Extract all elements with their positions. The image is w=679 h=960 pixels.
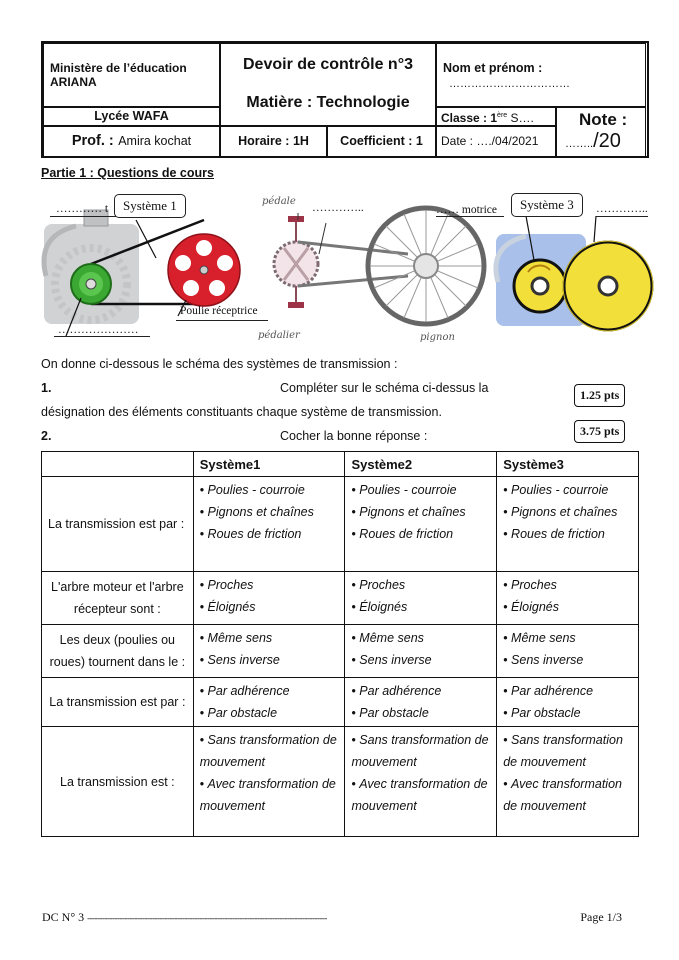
option-checkbox[interactable]: • Avec transformation de mouvement xyxy=(351,773,490,817)
note-label: Note : xyxy=(579,110,628,129)
question-1-number: 1. xyxy=(41,381,52,395)
pedalier-label: pédalier xyxy=(258,330,300,341)
name-cell xyxy=(436,43,646,107)
table-row xyxy=(42,572,639,625)
question-1-text-a: Compléter sur le schéma ci-dessus la xyxy=(280,381,489,395)
option-checkbox[interactable]: • Même sens xyxy=(200,627,339,649)
title-cell xyxy=(220,43,436,126)
row-label: La transmission est par : xyxy=(42,477,194,572)
system3-options xyxy=(497,727,639,837)
ministry-cell xyxy=(43,43,220,107)
bicycle-chain-icon xyxy=(274,208,484,324)
system3-options xyxy=(497,477,639,572)
option-checkbox[interactable]: • Par obstacle xyxy=(351,702,490,724)
name-field[interactable]: …………………………… xyxy=(449,78,570,90)
note-total: /20 xyxy=(593,130,621,152)
s1-top-line xyxy=(50,216,116,217)
subject: Matière : Technologie xyxy=(246,94,410,111)
s3-motrice-line xyxy=(436,216,504,217)
system2-options xyxy=(345,477,497,572)
ministry-name: Ministère de l’éducation xyxy=(50,61,187,75)
answer-table xyxy=(41,451,639,837)
option-checkbox[interactable]: • Éloignés xyxy=(503,596,632,618)
coefficient-cell xyxy=(327,126,436,157)
s1-bottom-line xyxy=(54,336,150,337)
option-checkbox[interactable]: • Proches xyxy=(503,574,632,596)
date-cell xyxy=(436,126,556,157)
option-checkbox[interactable]: • Proches xyxy=(351,574,490,596)
s1-bottom-blank[interactable]: ………………… xyxy=(58,324,139,336)
prof-cell xyxy=(43,126,220,157)
s3-right-blank[interactable]: ………….. xyxy=(596,203,648,215)
region-name: ARIANA xyxy=(50,75,97,89)
question-2-text: Cocher la bonne réponse : xyxy=(280,429,428,443)
note-dots[interactable]: …….. xyxy=(565,138,594,150)
option-checkbox[interactable]: • Même sens xyxy=(351,627,490,649)
footer-doc-id: DC N° 3 xyxy=(42,910,85,924)
table-row xyxy=(42,678,639,727)
pedal-label: pédale xyxy=(262,196,296,207)
option-checkbox[interactable]: • Sans transformation de mouvement xyxy=(503,729,632,773)
table-row xyxy=(42,625,639,678)
system1-callout: Système 1 xyxy=(114,194,186,218)
option-checkbox[interactable]: • Sans transformation de mouvement xyxy=(351,729,490,773)
exam-title: Devoir de contrôle n°3 xyxy=(243,56,413,73)
schedule: Horaire : 1H xyxy=(238,134,309,148)
s3-motrice-blank[interactable]: …… motrice xyxy=(436,204,497,216)
s3-right-line xyxy=(596,216,648,217)
note-cell xyxy=(556,107,646,157)
header-system2: Système2 xyxy=(345,452,497,477)
table-row xyxy=(42,727,639,837)
exam-header xyxy=(41,41,649,158)
system3-options xyxy=(497,678,639,727)
class-sup: ère xyxy=(497,112,508,119)
system3-options xyxy=(497,572,639,625)
table-row xyxy=(42,477,639,572)
option-checkbox[interactable]: • Éloignés xyxy=(351,596,490,618)
system3-options xyxy=(497,625,639,678)
part1-title: Partie 1 : Questions de cours xyxy=(41,166,214,180)
option-checkbox[interactable]: • Poulies - courroie xyxy=(200,479,339,501)
option-checkbox[interactable]: • Par obstacle xyxy=(200,702,339,724)
option-checkbox[interactable]: • Poulies - courroie xyxy=(351,479,490,501)
school-name: Lycée WAFA xyxy=(94,109,169,123)
date: Date : …./04/2021 xyxy=(441,134,539,148)
option-checkbox[interactable]: • Même sens xyxy=(503,627,632,649)
option-checkbox[interactable]: • Roues de friction xyxy=(503,523,632,545)
row-label: La transmission est : xyxy=(42,727,194,837)
page-footer xyxy=(42,910,622,926)
prof-name: Amira kochat xyxy=(118,134,192,148)
s2-chain-blank[interactable]: ………….. xyxy=(312,202,364,214)
option-checkbox[interactable]: • Sans transformation de mouvement xyxy=(200,729,339,773)
system1-options xyxy=(193,477,345,572)
system2-options xyxy=(345,727,497,837)
option-checkbox[interactable]: • Éloignés xyxy=(200,596,339,618)
option-checkbox[interactable]: • Par obstacle xyxy=(503,702,632,724)
system2-options xyxy=(345,572,497,625)
option-checkbox[interactable]: • Avec transformation de mouvement xyxy=(200,773,339,817)
transmission-diagram xyxy=(36,186,656,346)
option-checkbox[interactable]: • Proches xyxy=(200,574,339,596)
prof-label: Prof. : xyxy=(71,133,114,149)
schedule-cell xyxy=(220,126,327,157)
footer-dashes: ------------------------------------------------------------------------------------------------ xyxy=(87,913,327,923)
option-checkbox[interactable]: • Poulies - courroie xyxy=(503,479,632,501)
coefficient: Coefficient : 1 xyxy=(340,134,423,148)
option-checkbox[interactable]: • Sens inverse xyxy=(503,649,632,671)
question-2-number: 2. xyxy=(41,429,52,443)
option-checkbox[interactable]: • Roues de friction xyxy=(200,523,339,545)
friction-wheels-icon xyxy=(496,234,653,331)
option-checkbox[interactable]: • Par adhérence xyxy=(351,680,490,702)
option-checkbox[interactable]: • Par adhérence xyxy=(503,680,632,702)
driven-pulley-icon xyxy=(168,234,240,306)
driver-pulley-icon xyxy=(71,264,111,304)
header-system3: Système3 xyxy=(497,452,639,477)
option-checkbox[interactable]: • Sens inverse xyxy=(351,649,490,671)
driven-pulley-label: Poulie réceptrice xyxy=(180,305,258,317)
question-1-points: 1.25 pts xyxy=(574,384,625,407)
question-2-points: 3.75 pts xyxy=(574,420,625,443)
option-checkbox[interactable]: • Par adhérence xyxy=(200,680,339,702)
header-empty xyxy=(42,452,194,477)
system2-options xyxy=(345,678,497,727)
system1-options xyxy=(193,625,345,678)
system2-options xyxy=(345,625,497,678)
intro-text: On donne ci-dessous le schéma des systèmes de transmission : xyxy=(41,357,398,371)
school-cell xyxy=(43,107,220,126)
table-header-row xyxy=(42,452,639,477)
option-checkbox[interactable]: • Roues de friction xyxy=(351,523,490,545)
row-label: La transmission est par : xyxy=(42,678,194,727)
question-1-text-b: désignation des éléments constituants chaque système de transmission. xyxy=(41,405,442,419)
header-system1: Système1 xyxy=(193,452,345,477)
row-label: Les deux (poulies ou roues) tournent dans le : xyxy=(42,625,194,678)
system3-callout: Système 3 xyxy=(511,193,583,217)
class-suffix: S…. xyxy=(507,111,534,125)
option-checkbox[interactable]: • Pignons et chaînes xyxy=(351,501,490,523)
name-label: Nom et prénom : xyxy=(443,61,543,75)
system1-options xyxy=(193,678,345,727)
row-label: L'arbre moteur et l'arbre récepteur sont : xyxy=(42,572,194,625)
footer-page-number: Page 1/3 xyxy=(580,910,622,924)
option-checkbox[interactable]: • Pignons et chaînes xyxy=(200,501,339,523)
class-cell xyxy=(436,107,556,126)
class-label: Classe : 1 xyxy=(441,111,498,125)
system1-options xyxy=(193,572,345,625)
system1-options xyxy=(193,727,345,837)
s1-top-blank[interactable]: ………… t xyxy=(56,203,109,215)
option-checkbox[interactable]: • Pignons et chaînes xyxy=(503,501,632,523)
pignon-label: pignon xyxy=(420,332,455,343)
option-checkbox[interactable]: • Sens inverse xyxy=(200,649,339,671)
option-checkbox[interactable]: • Avec transformation de mouvement xyxy=(503,773,632,817)
s1-pulley-line xyxy=(176,320,268,321)
